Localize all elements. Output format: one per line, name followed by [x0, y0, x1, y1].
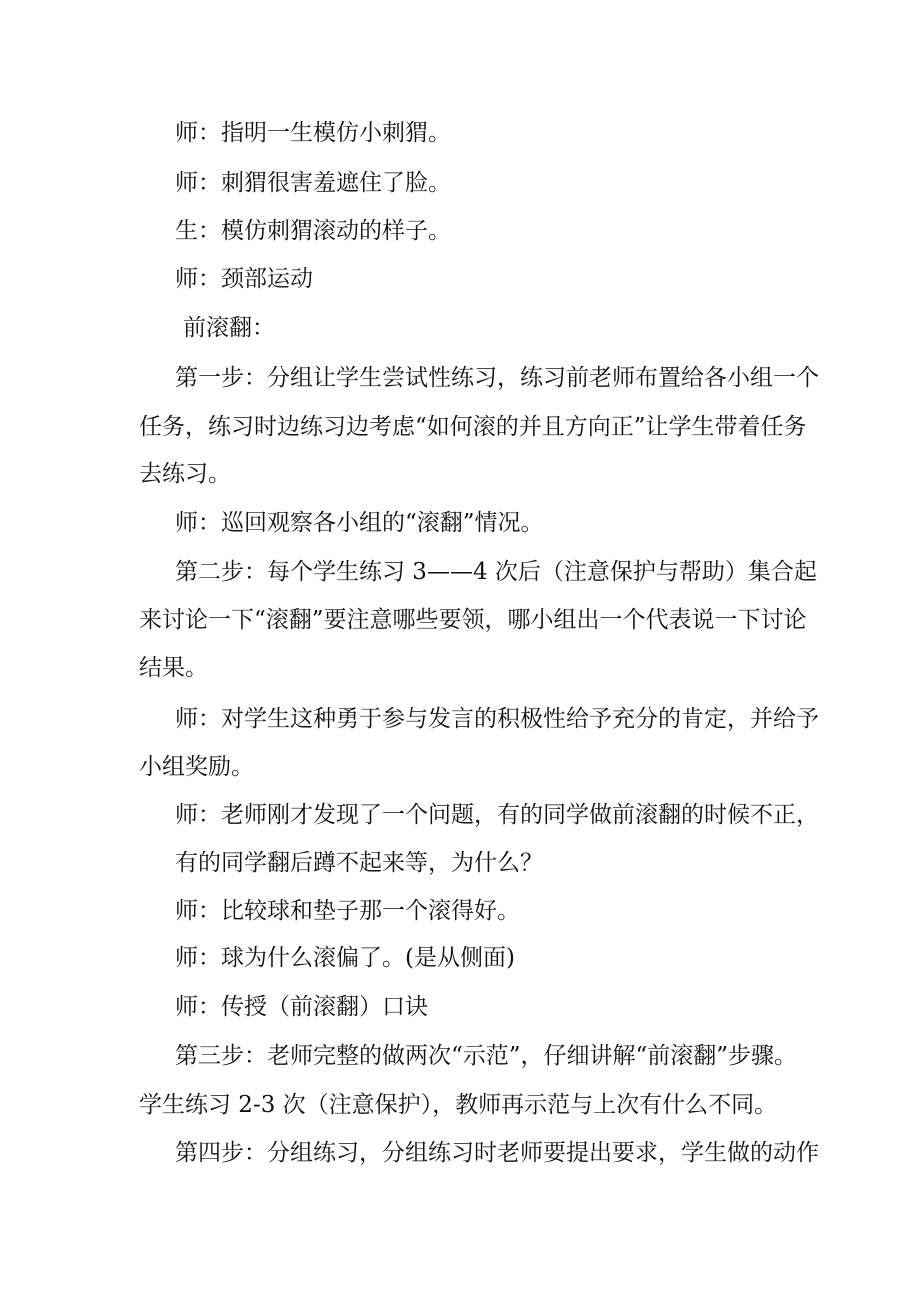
- text-line: 去练习。: [139, 461, 231, 487]
- text-line: 师：指明一生模仿小刺猬。: [175, 120, 451, 146]
- text-line: 师：传授（前滚翻）口诀: [175, 994, 428, 1020]
- text-line: 师：对学生这种勇于参与发言的积极性给予充分的肯定，并给予: [175, 706, 819, 732]
- text-line: 小组奖励。: [139, 754, 254, 780]
- text-line: 师：球为什么滚偏了。(是从侧面): [175, 945, 515, 971]
- text-line: 第二步：每个学生练习 3——4 次后（注意保护与帮助）集合起: [175, 559, 817, 585]
- text-line: 师：巡回观察各小组的“滚翻”情况。: [175, 510, 544, 536]
- text-line: 学生练习 2-3 次（注意保护），教师再示范与上次有什么不同。: [139, 1092, 778, 1118]
- text-line: 有的同学翻后蹲不起来等，为什么？: [175, 850, 543, 876]
- text-line: 来讨论一下“滚翻”要注意哪些要领，哪小组出一个代表说一下讨论: [139, 607, 807, 633]
- text-line: 师：颈部运动: [175, 266, 313, 292]
- text-line: 第四步：分组练习，分组练习时老师要提出要求，学生做的动作: [175, 1140, 819, 1166]
- section-heading: 前滚翻：: [183, 315, 275, 341]
- text-line: 第一步：分组让学生尝试性练习，练习前老师布置给各小组一个: [175, 365, 819, 391]
- text-line: 师：比较球和垫子那一个滚得好。: [175, 898, 520, 924]
- text-line: 师：老师刚才发现了一个问题，有的同学做前滚翻的时候不正，: [175, 802, 819, 828]
- text-line: 师：刺猬很害羞遮住了脸。: [175, 170, 451, 196]
- text-line: 任务，练习时边练习边考虑“如何滚的并且方向正”让学生带着任务: [139, 414, 807, 440]
- text-line: 生：模仿刺猬滚动的样子。: [175, 218, 451, 244]
- text-line: 第三步：老师完整的做两次“示范”，仔细讲解“前滚翻”步骤。: [175, 1043, 798, 1069]
- text-line: 结果。: [139, 655, 208, 681]
